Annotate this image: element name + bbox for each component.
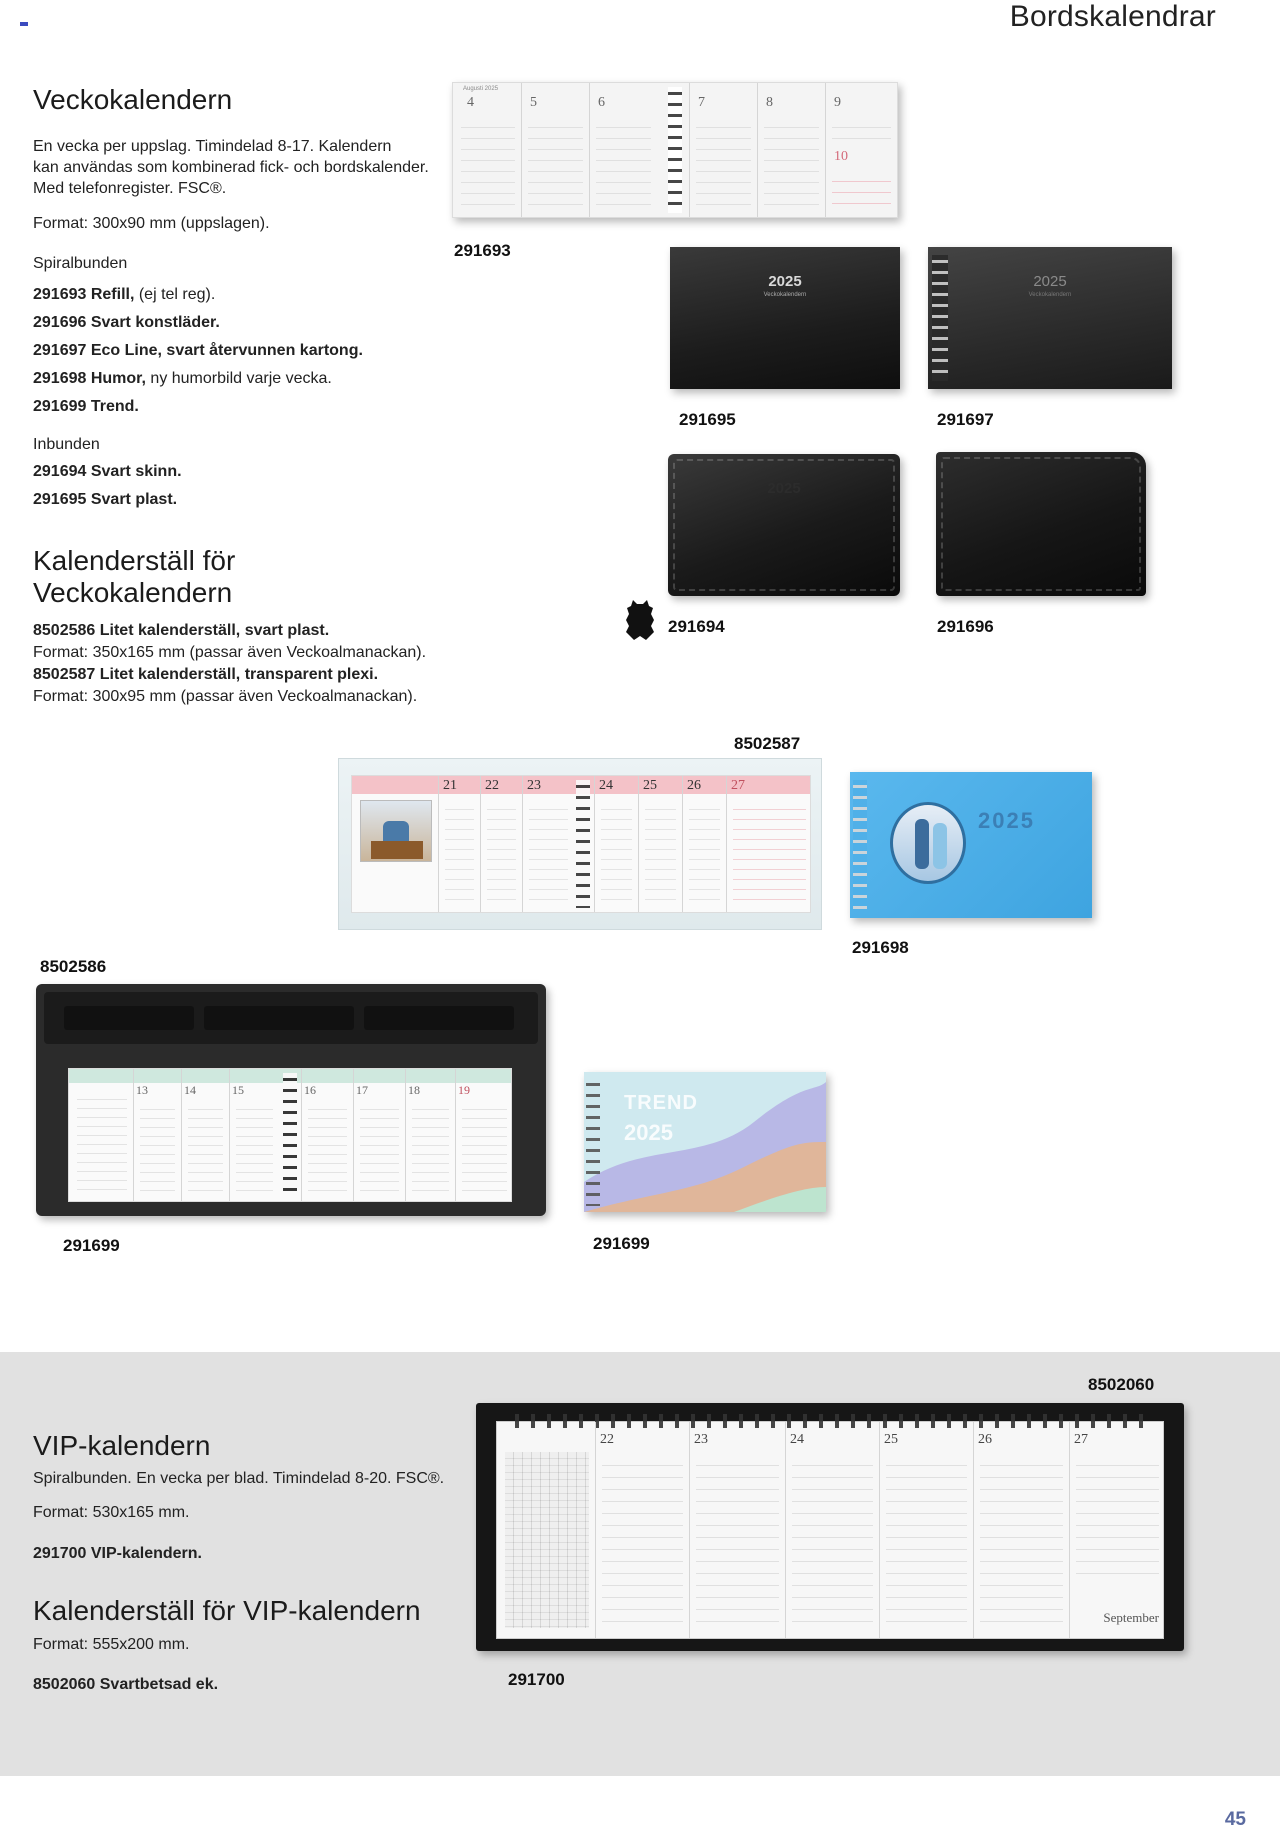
item-code: 291699 — [33, 398, 87, 415]
day-number: 21 — [443, 778, 457, 793]
product-label: 291695 — [679, 410, 736, 429]
day-number: 19 — [458, 1083, 470, 1097]
group-bound-label: Inbunden — [33, 436, 100, 453]
day-column — [405, 1069, 455, 1201]
cover-year: 2025 — [978, 808, 1035, 833]
day-column — [353, 1069, 405, 1201]
header-mark — [20, 22, 28, 26]
spiral-binding — [283, 1073, 297, 1197]
day-column — [229, 1069, 279, 1201]
cover-trend: TREND — [624, 1092, 698, 1114]
phone-register-column — [499, 1422, 595, 1638]
list-item — [33, 337, 363, 365]
day-number: 10 — [834, 149, 848, 164]
day-number: 15 — [232, 1083, 244, 1097]
day-column — [133, 1069, 181, 1201]
product-label: 291694 — [668, 617, 725, 636]
item-name: Svart skinn. — [90, 463, 182, 480]
cover-year: 2025 — [624, 1120, 673, 1145]
spiral-binding — [586, 1078, 600, 1206]
humor-cover-illustration — [890, 802, 966, 884]
desc-line: Med telefonregister. FSC®. — [33, 180, 227, 197]
day-number: 5 — [530, 95, 537, 110]
day-number: 25 — [884, 1432, 898, 1447]
item-code: 8502060 — [33, 1676, 96, 1693]
vip-title: VIP-kalendern — [33, 1430, 211, 1461]
title-line: Kalenderställ för — [33, 545, 236, 576]
item-code: 8502587 — [33, 666, 96, 683]
day-column — [879, 1422, 973, 1638]
day-number: 26 — [978, 1432, 992, 1447]
veckokalendern-title: Veckokalendern — [33, 84, 233, 115]
day-column — [521, 83, 589, 217]
cover-year: 2025 — [768, 273, 802, 290]
veckokalendern-format: Format: 300x90 mm (uppslagen). — [33, 215, 270, 232]
stand-small-items — [33, 620, 426, 708]
product-image-8502060 — [476, 1403, 1184, 1651]
item-name: Svartbetsad ek. — [99, 1676, 219, 1693]
product-image-291695 — [670, 247, 900, 389]
day-number: 13 — [136, 1083, 148, 1097]
day-column — [595, 1422, 689, 1638]
item-code: 291700 — [33, 1545, 87, 1562]
day-column — [785, 1422, 879, 1638]
day-column — [455, 83, 521, 217]
stand-calendar-spread — [68, 1068, 512, 1202]
day-number: 9 — [834, 95, 841, 110]
spiral-binding — [668, 87, 682, 213]
spiral-binding — [576, 780, 590, 908]
stand-small-title — [33, 545, 235, 609]
vip-description: Spiralbunden. En vecka per blad. Timindelad 8-20. FSC®. — [33, 1470, 445, 1487]
day-column — [181, 1069, 229, 1201]
item-name: Eco Line, svart återvunnen kartong. — [90, 342, 363, 359]
item-code: 291696 — [33, 314, 87, 331]
vip-stand-title: Kalenderställ för VIP-kalendern — [33, 1595, 421, 1626]
item-name: Trend. — [90, 398, 139, 415]
item-name: Litet kalenderställ, transparent plexi. — [99, 666, 379, 683]
item-format: Format: 350x165 mm (passar även Veckoalmanackan). — [33, 644, 427, 661]
veckokalendern-description — [33, 136, 453, 199]
day-number: 27 — [731, 778, 745, 793]
day-number: 24 — [790, 1432, 804, 1447]
day-column — [455, 1069, 513, 1201]
day-column — [1069, 1422, 1165, 1638]
day-column — [480, 776, 522, 912]
item-code: 291698 — [33, 370, 87, 387]
day-column — [689, 1422, 785, 1638]
product-label: 8502586 — [40, 957, 107, 976]
cover-subtitle: Veckokalendern — [1028, 292, 1072, 298]
vip-stand-item — [33, 1674, 218, 1695]
day-number: 6 — [598, 95, 605, 110]
day-number: 25 — [643, 778, 657, 793]
item-code: 291693 — [33, 286, 87, 303]
day-column — [438, 776, 480, 912]
day-column — [71, 1069, 133, 1201]
spiral-binding — [853, 780, 867, 910]
vip-calendar-sheet — [496, 1421, 1164, 1639]
day-number: 22 — [485, 778, 499, 793]
product-image-291693 — [452, 82, 898, 218]
cover-subtitle: Veckokalendern — [763, 292, 807, 298]
list-item — [33, 281, 363, 309]
item-code: 8502586 — [33, 622, 96, 639]
vip-month-label: September — [1103, 1610, 1159, 1625]
item-format: Format: 300x95 mm (passar även Veckoalmanackan). — [33, 688, 418, 705]
trend-waves — [584, 1072, 826, 1212]
day-column — [973, 1422, 1069, 1638]
day-number: 22 — [600, 1432, 614, 1447]
product-label: 291697 — [937, 410, 994, 429]
day-number: 7 — [698, 95, 705, 110]
list-item — [33, 486, 182, 514]
leather-hide-icon — [624, 598, 656, 642]
item-code: 291695 — [33, 491, 87, 508]
list-item — [33, 393, 363, 421]
product-image-8502587 — [338, 758, 822, 930]
stitching — [941, 457, 1141, 591]
list-item — [33, 664, 426, 686]
day-number: 26 — [687, 778, 701, 793]
day-number: 24 — [599, 778, 613, 793]
item-code: 291694 — [33, 463, 87, 480]
day-column — [638, 776, 682, 912]
day-number: 16 — [304, 1083, 316, 1097]
stand-tray — [44, 992, 538, 1044]
product-label: 291696 — [937, 617, 994, 636]
product-image-291699 — [584, 1072, 826, 1212]
product-image-291698 — [850, 772, 1092, 918]
day-number: 23 — [527, 778, 541, 793]
item-note: (ej tel reg). — [134, 286, 216, 303]
item-name: VIP-kalendern. — [90, 1545, 202, 1562]
product-label: 8502587 — [734, 734, 801, 753]
day-column — [594, 776, 638, 912]
day-number: 14 — [184, 1083, 196, 1097]
day-number: 18 — [408, 1083, 420, 1097]
refill-month: Augusti 2025 — [463, 86, 499, 92]
spiral-item-list — [33, 281, 363, 421]
day-number: 4 — [467, 95, 474, 110]
list-item — [33, 620, 426, 642]
list-item — [33, 309, 363, 337]
day-number: 8 — [766, 95, 773, 110]
item-code: 291697 — [33, 342, 87, 359]
day-column — [757, 83, 825, 217]
product-label: 291699 — [63, 1236, 120, 1255]
product-image-291694 — [668, 454, 900, 596]
item-name: Humor, — [90, 370, 146, 387]
day-number: 27 — [1074, 1432, 1088, 1447]
product-image-291696 — [936, 452, 1146, 596]
desc-line: En vecka per uppslag. Timindelad 8-17. Kalendern — [33, 138, 392, 155]
cover-year: 2025 — [767, 480, 801, 497]
day-column — [589, 83, 657, 217]
vip-item — [33, 1543, 202, 1564]
product-label: 8502060 — [1088, 1375, 1155, 1394]
item-name: Litet kalenderställ, svart plast. — [99, 622, 330, 639]
item-note: ny humorbild varje vecka. — [145, 370, 332, 387]
section-title: Bordskalendrar — [1009, 0, 1216, 33]
day-number: 23 — [694, 1432, 708, 1447]
group-spiral-label: Spiralbunden — [33, 255, 128, 272]
product-label: 291693 — [454, 241, 511, 260]
day-column — [689, 83, 757, 217]
item-name: Svart plast. — [90, 491, 178, 508]
list-item — [33, 365, 363, 393]
day-column — [825, 83, 897, 217]
vip-stand-format: Format: 555x200 mm. — [33, 1636, 190, 1653]
day-column — [522, 776, 574, 912]
product-label: 291700 — [508, 1670, 565, 1689]
product-label: 291698 — [852, 938, 909, 957]
day-column — [726, 776, 812, 912]
title-line: Veckokalendern — [33, 577, 233, 609]
cover-year: 2025 — [1033, 273, 1067, 290]
product-label: 291699 — [593, 1234, 650, 1253]
day-column — [682, 776, 726, 912]
bound-item-list — [33, 458, 182, 514]
stitching — [673, 459, 895, 591]
list-item — [33, 458, 182, 486]
item-name: Svart konstläder. — [90, 314, 220, 331]
day-column — [301, 1069, 353, 1201]
desc-line: kan användas som kombinerad fick- och bordskalender. — [33, 159, 429, 176]
product-image-8502586 — [36, 984, 546, 1216]
item-name: Refill, — [90, 286, 135, 303]
vip-format: Format: 530x165 mm. — [33, 1504, 190, 1521]
product-image-291697 — [928, 247, 1172, 389]
day-number: 17 — [356, 1083, 368, 1097]
page-number: 45 — [1224, 1809, 1246, 1829]
humor-illustration — [360, 800, 432, 862]
humor-calendar-spread — [351, 775, 811, 913]
